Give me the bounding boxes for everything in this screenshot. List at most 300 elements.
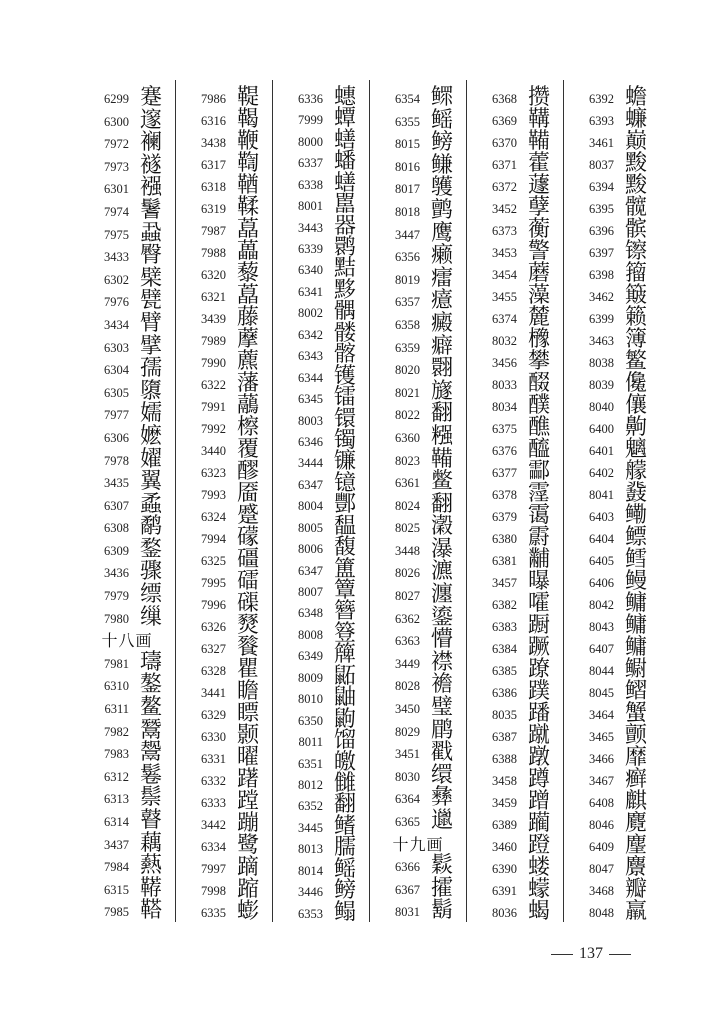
entry-number: 3460 bbox=[492, 840, 517, 854]
entry-number: 8022 bbox=[395, 408, 420, 422]
entry-number: 8048 bbox=[589, 906, 614, 920]
entry-character: 鼬 bbox=[333, 685, 356, 710]
entry-number: 6367 bbox=[395, 883, 420, 897]
entry-character: 蟮 bbox=[333, 128, 356, 153]
entry-character: 儳 bbox=[624, 371, 647, 396]
entry-number: 7984 bbox=[104, 860, 129, 874]
entry-character: 鹛 bbox=[430, 718, 453, 743]
entry-number: 6346 bbox=[298, 435, 323, 449]
entry-number: 3434 bbox=[104, 318, 129, 332]
entry-character: 鳍 bbox=[333, 814, 356, 839]
entry-number: 6398 bbox=[589, 268, 614, 282]
entry-character: 缥 bbox=[139, 582, 162, 607]
entry-number: 8036 bbox=[492, 906, 517, 920]
entry-number: 6318 bbox=[201, 180, 226, 194]
entry-character: 霭 bbox=[527, 503, 550, 528]
entry-character: 鞴 bbox=[527, 129, 550, 154]
entry-number: 6372 bbox=[492, 180, 517, 194]
entry-number: 8030 bbox=[395, 770, 420, 784]
entry-number: 6305 bbox=[104, 386, 129, 400]
entry-number: 3453 bbox=[492, 246, 517, 260]
entry-number: 6329 bbox=[201, 708, 226, 722]
entry-number: 6315 bbox=[104, 883, 129, 897]
entry-character: 蹢 bbox=[236, 855, 259, 880]
entry-character: 鞴 bbox=[430, 447, 453, 472]
entry-character: 黼 bbox=[527, 547, 550, 572]
entry-character: 鹮 bbox=[333, 235, 356, 260]
entry-number: 6393 bbox=[589, 114, 614, 128]
entry-character: 皦 bbox=[333, 750, 356, 775]
entry-number: 6397 bbox=[589, 246, 614, 260]
entry-character: 簠 bbox=[333, 557, 356, 582]
entry-number: 6387 bbox=[492, 730, 517, 744]
entry-number: 6300 bbox=[104, 115, 129, 129]
entry-character: 燹 bbox=[236, 613, 259, 638]
entry-number: 6313 bbox=[104, 792, 129, 806]
entry-character: 蠓 bbox=[527, 877, 550, 902]
entry-character: 藠 bbox=[236, 283, 259, 308]
entry-number: 3433 bbox=[104, 250, 129, 264]
entry-character: 攒 bbox=[527, 85, 550, 110]
stroke-count-heading: 十八画 bbox=[101, 631, 153, 650]
entry-character: 鳖 bbox=[430, 469, 453, 494]
entry-number: 6358 bbox=[395, 318, 420, 332]
entry-character: 鳐 bbox=[430, 108, 453, 133]
entry-number: 6353 bbox=[298, 907, 323, 921]
entry-number: 6330 bbox=[201, 730, 226, 744]
entry-character: 酆 bbox=[333, 492, 356, 517]
entry-number: 6368 bbox=[492, 92, 517, 106]
entry-number: 7996 bbox=[201, 598, 226, 612]
entry-number: 6377 bbox=[492, 466, 517, 480]
entry-number: 3445 bbox=[298, 821, 323, 835]
entry-number: 6323 bbox=[201, 466, 226, 480]
entry-character: 礌 bbox=[236, 569, 259, 594]
entry-number: 6299 bbox=[104, 92, 129, 106]
entry-character: 孽 bbox=[527, 195, 550, 220]
entry-character: 雠 bbox=[333, 771, 356, 796]
entry-number: 8031 bbox=[395, 905, 420, 919]
entry-number: 7998 bbox=[201, 884, 226, 898]
entry-character: 黠 bbox=[333, 256, 356, 281]
entry-character: 藦 bbox=[236, 327, 259, 352]
entry-number: 7991 bbox=[201, 400, 226, 414]
entry-character: 髃 bbox=[333, 299, 356, 324]
entry-character: 器 bbox=[333, 214, 356, 239]
entry-number: 6383 bbox=[492, 620, 517, 634]
entry-number: 8001 bbox=[298, 199, 323, 213]
entry-character: 瞿 bbox=[236, 657, 259, 682]
entry-character: 藟 bbox=[236, 239, 259, 264]
entry-number: 6363 bbox=[395, 634, 420, 648]
entry-character: 鳘 bbox=[624, 349, 647, 374]
entry-character: 蠊 bbox=[624, 107, 647, 132]
entry-character: 黢 bbox=[624, 173, 647, 198]
entry-character: 魑 bbox=[624, 437, 647, 462]
entry-character: 蘧 bbox=[527, 173, 550, 198]
entry-character: 黟 bbox=[333, 278, 356, 303]
entry-character: 鳗 bbox=[624, 569, 647, 594]
entry-number: 8033 bbox=[492, 378, 517, 392]
entry-character: 髌 bbox=[624, 217, 647, 242]
entry-number: 8016 bbox=[395, 160, 420, 174]
entry-number: 8003 bbox=[298, 414, 323, 428]
entry-character: 翻 bbox=[333, 792, 356, 817]
entry-character: 鳙 bbox=[624, 613, 647, 638]
character-column bbox=[467, 84, 563, 924]
entry-number: 6348 bbox=[298, 606, 323, 620]
entry-row bbox=[273, 899, 369, 929]
entry-character: 蟛 bbox=[236, 899, 259, 924]
entry-number: 8035 bbox=[492, 708, 517, 722]
entry-character: 臑 bbox=[333, 835, 356, 860]
entry-number: 7994 bbox=[201, 532, 226, 546]
entry-character: 臀 bbox=[139, 243, 162, 268]
entry-number: 3464 bbox=[589, 708, 614, 722]
entry-number: 6386 bbox=[492, 686, 517, 700]
entry-character: 邋 bbox=[430, 808, 453, 833]
entry-character: 藨 bbox=[236, 349, 259, 374]
entry-character: 蝼 bbox=[527, 855, 550, 880]
entry-number: 8021 bbox=[395, 386, 420, 400]
entry-character: 鳑 bbox=[333, 878, 356, 903]
entry-character: 餮 bbox=[236, 635, 259, 660]
entry-character: 癖 bbox=[430, 334, 453, 359]
entry-number: 8025 bbox=[395, 521, 420, 535]
entry-character: 戳 bbox=[430, 740, 453, 765]
entry-character: 蹼 bbox=[527, 679, 550, 704]
entry-character: 襕 bbox=[139, 130, 162, 155]
entry-character: 鳙 bbox=[624, 635, 647, 660]
entry-character: 曜 bbox=[236, 745, 259, 770]
entry-character: 醪 bbox=[236, 459, 259, 484]
entry-character: 覆 bbox=[236, 437, 259, 462]
entry-character: 蹦 bbox=[236, 811, 259, 836]
entry-number: 6306 bbox=[104, 431, 129, 445]
entry-character: 彝 bbox=[430, 785, 453, 810]
character-column bbox=[564, 84, 660, 924]
entry-character: 翾 bbox=[430, 356, 453, 381]
entry-character: 蹙 bbox=[236, 503, 259, 528]
entry-character: 鳔 bbox=[624, 525, 647, 550]
stroke-count-heading: 十九画 bbox=[392, 835, 444, 854]
entry-number: 6327 bbox=[201, 642, 226, 656]
entry-character: 懵 bbox=[430, 627, 453, 652]
entry-number: 6379 bbox=[492, 510, 517, 524]
entry-number: 8027 bbox=[395, 589, 420, 603]
entry-number: 6328 bbox=[201, 664, 226, 678]
entry-character: 鳐 bbox=[333, 857, 356, 882]
entry-number: 6324 bbox=[201, 510, 226, 524]
entry-number: 3441 bbox=[201, 686, 226, 700]
entry-number: 8002 bbox=[298, 306, 323, 320]
entry-character: 鳒 bbox=[430, 153, 453, 178]
entry-number: 3455 bbox=[492, 290, 517, 304]
entry-character: 蟊 bbox=[139, 492, 162, 517]
entry-number: 6376 bbox=[492, 444, 517, 458]
entry-number: 8018 bbox=[395, 205, 420, 219]
entry-number: 6374 bbox=[492, 312, 517, 326]
entry-number: 6356 bbox=[395, 250, 420, 264]
entry-number: 3456 bbox=[492, 356, 517, 370]
entry-number: 6407 bbox=[589, 642, 614, 656]
entry-number: 8015 bbox=[395, 137, 420, 151]
entry-character: 蟫 bbox=[333, 106, 356, 131]
entry-number: 6390 bbox=[492, 862, 517, 876]
entry-character: 躇 bbox=[236, 767, 259, 792]
entry-number: 8004 bbox=[298, 499, 323, 513]
entry-number: 6389 bbox=[492, 818, 517, 832]
entry-number: 7999 bbox=[298, 113, 323, 127]
entry-number: 7995 bbox=[201, 576, 226, 590]
page-number: 137 bbox=[579, 945, 603, 962]
entry-character: 璧 bbox=[430, 695, 453, 720]
entry-number: 6388 bbox=[492, 752, 517, 766]
entry-character: 鞯 bbox=[139, 876, 162, 901]
entry-row bbox=[564, 898, 660, 928]
entry-character: 嬥 bbox=[139, 447, 162, 472]
entry-number: 6347 bbox=[298, 564, 323, 578]
entry-character: 瀑 bbox=[430, 537, 453, 562]
entry-number: 7986 bbox=[201, 92, 226, 106]
entry-character: 翼 bbox=[139, 469, 162, 494]
entry-number: 8010 bbox=[298, 692, 323, 706]
entry-number: 7980 bbox=[104, 612, 129, 626]
entry-number: 3446 bbox=[298, 885, 323, 899]
entry-character: 瞽 bbox=[139, 808, 162, 833]
entry-number: 3447 bbox=[395, 228, 420, 242]
entry-number: 7983 bbox=[104, 747, 129, 761]
entry-number: 3451 bbox=[395, 747, 420, 761]
entry-character: 蝨 bbox=[139, 221, 162, 246]
entry-character: 檗 bbox=[139, 266, 162, 291]
entry-number: 6320 bbox=[201, 268, 226, 282]
entry-number: 3439 bbox=[201, 312, 226, 326]
entry-character: 礓 bbox=[236, 547, 259, 572]
entry-character: 鹯 bbox=[430, 198, 453, 223]
entry-character: 蹚 bbox=[236, 789, 259, 814]
entry-number: 6344 bbox=[298, 371, 323, 385]
entry-character: 鞳 bbox=[139, 898, 162, 923]
entry-character: 簰 bbox=[333, 642, 356, 667]
entry-character: 鳏 bbox=[430, 85, 453, 110]
entry-character: 鬵 bbox=[139, 718, 162, 743]
entry-number: 6380 bbox=[492, 532, 517, 546]
entry-character: 蹴 bbox=[527, 723, 550, 748]
entry-number: 8011 bbox=[298, 735, 323, 749]
entry-character: 馏 bbox=[333, 728, 356, 753]
entry-character: 蹾 bbox=[527, 745, 550, 770]
entry-number: 6375 bbox=[492, 422, 517, 436]
entry-number: 8000 bbox=[298, 135, 323, 149]
entry-character: 蟹 bbox=[624, 701, 647, 726]
entry-number: 6339 bbox=[298, 242, 323, 256]
entry-character: 璹 bbox=[139, 650, 162, 675]
footer-dash-left bbox=[551, 954, 573, 955]
entry-character: 鬶 bbox=[139, 740, 162, 765]
entry-number: 6331 bbox=[201, 752, 226, 766]
entry-number: 6335 bbox=[201, 906, 226, 920]
entry-character: 蹭 bbox=[527, 789, 550, 814]
entry-number: 8046 bbox=[589, 818, 614, 832]
entry-character: 警 bbox=[527, 239, 550, 264]
entry-character: 鞣 bbox=[236, 195, 259, 220]
entry-row bbox=[176, 898, 272, 928]
entry-character: 鳓 bbox=[624, 503, 647, 528]
entry-number: 6400 bbox=[589, 422, 614, 436]
entry-number: 8044 bbox=[589, 664, 614, 678]
entry-character: 酃 bbox=[527, 459, 550, 484]
entry-character: 曝 bbox=[527, 569, 550, 594]
entry-number: 3449 bbox=[395, 657, 420, 671]
entry-number: 7979 bbox=[104, 589, 129, 603]
entry-number: 8006 bbox=[298, 542, 323, 556]
entry-number: 8009 bbox=[298, 671, 323, 685]
entry-number: 8007 bbox=[298, 585, 323, 599]
entry-number: 8012 bbox=[298, 778, 323, 792]
page-footer bbox=[526, 943, 656, 965]
entry-character: 襟 bbox=[430, 650, 453, 675]
entry-number: 6361 bbox=[395, 476, 420, 490]
entry-number: 6405 bbox=[589, 554, 614, 568]
entry-character: 蹬 bbox=[527, 833, 550, 858]
entry-character: 嚚 bbox=[333, 192, 356, 217]
entry-number: 3457 bbox=[492, 576, 517, 590]
entry-character: 鍪 bbox=[139, 537, 162, 562]
entry-number: 7976 bbox=[104, 295, 129, 309]
entry-number: 6360 bbox=[395, 431, 420, 445]
entry-number: 7981 bbox=[104, 657, 129, 671]
entry-character: 鞨 bbox=[236, 107, 259, 132]
entry-number: 8013 bbox=[298, 842, 323, 856]
entry-number: 8040 bbox=[589, 400, 614, 414]
entry-character: 鞮 bbox=[236, 85, 259, 110]
entry-number: 6382 bbox=[492, 598, 517, 612]
entry-number: 6354 bbox=[395, 92, 420, 106]
entry-character: 靡 bbox=[624, 745, 647, 770]
entry-character: 鹬 bbox=[139, 514, 162, 539]
entry-number: 6392 bbox=[589, 92, 614, 106]
entry-number: 6314 bbox=[104, 815, 129, 829]
entry-number: 6399 bbox=[589, 312, 614, 326]
entry-character: 蟪 bbox=[333, 85, 356, 110]
entry-character: 鏊 bbox=[139, 672, 162, 697]
entry-character: 霪 bbox=[527, 481, 550, 506]
entry-character: 孺 bbox=[139, 356, 162, 381]
entry-number: 6326 bbox=[201, 620, 226, 634]
entry-character: 髂 bbox=[333, 342, 356, 367]
entry-character: 髅 bbox=[333, 321, 356, 346]
entry-number: 3442 bbox=[201, 818, 226, 832]
entry-character: 鬏 bbox=[430, 853, 453, 878]
entry-number: 7972 bbox=[104, 137, 129, 151]
character-column bbox=[273, 84, 369, 924]
entry-character: 臂 bbox=[139, 311, 162, 336]
entry-character: 藿 bbox=[527, 151, 550, 176]
entry-character: 儴 bbox=[624, 393, 647, 418]
entry-number: 6312 bbox=[104, 770, 129, 784]
entry-number: 6409 bbox=[589, 840, 614, 854]
entry-character: 鞧 bbox=[236, 173, 259, 198]
entry-character: 鳎 bbox=[333, 900, 356, 925]
entry-character: 鳌 bbox=[139, 695, 162, 720]
entry-character: 擘 bbox=[139, 334, 162, 359]
entry-number: 6406 bbox=[589, 576, 614, 590]
entry-number: 6343 bbox=[298, 349, 323, 363]
entry-number: 6340 bbox=[298, 263, 323, 277]
entry-number: 6302 bbox=[104, 273, 129, 287]
entry-character: 麖 bbox=[624, 855, 647, 880]
entry-character: 簸 bbox=[624, 283, 647, 308]
entry-character: 藩 bbox=[236, 371, 259, 396]
entry-number: 3448 bbox=[395, 544, 420, 558]
entry-number: 3452 bbox=[492, 202, 517, 216]
entry-character: 瓣 bbox=[624, 877, 647, 902]
entry-character: 蘅 bbox=[527, 217, 550, 242]
entry-character: 翻 bbox=[430, 492, 453, 517]
entry-character: 癣 bbox=[624, 767, 647, 792]
entry-character: 籀 bbox=[624, 261, 647, 286]
entry-number: 8024 bbox=[395, 499, 420, 513]
entry-character: 簪 bbox=[333, 599, 356, 624]
entry-character: 瀍 bbox=[430, 582, 453, 607]
entry-character: 蹽 bbox=[527, 657, 550, 682]
entry-number: 3458 bbox=[492, 774, 517, 788]
entry-number: 3467 bbox=[589, 774, 614, 788]
entry-character: 藻 bbox=[527, 283, 550, 308]
entry-number: 6308 bbox=[104, 521, 129, 535]
entry-character: 醮 bbox=[527, 415, 550, 440]
entry-number: 6385 bbox=[492, 664, 517, 678]
entry-character: 齁 bbox=[624, 415, 647, 440]
entry-number: 7973 bbox=[104, 160, 129, 174]
entry-character: 镭 bbox=[333, 385, 356, 410]
entry-number: 6325 bbox=[201, 554, 226, 568]
entry-character: 蹯 bbox=[527, 701, 550, 726]
entry-number: 8029 bbox=[395, 725, 420, 739]
entry-character: 巅 bbox=[624, 129, 647, 154]
entry-number: 8042 bbox=[589, 598, 614, 612]
entry-number: 6347 bbox=[298, 478, 323, 492]
character-column bbox=[176, 84, 272, 924]
entry-character: 黢 bbox=[624, 151, 647, 176]
entry-character: 鼫 bbox=[333, 664, 356, 689]
entry-number: 6394 bbox=[589, 180, 614, 194]
entry-character: 癗 bbox=[430, 266, 453, 291]
entry-character: 癔 bbox=[430, 288, 453, 313]
entry-number: 6352 bbox=[298, 799, 323, 813]
entry-character: 櫲 bbox=[527, 327, 550, 352]
entry-number: 8041 bbox=[589, 488, 614, 502]
entry-character: 磲 bbox=[236, 591, 259, 616]
entry-character: 鬐 bbox=[139, 198, 162, 223]
entry-character: 鞲 bbox=[527, 107, 550, 132]
entry-character: 醯 bbox=[527, 437, 550, 462]
entry-character: 攀 bbox=[527, 349, 550, 374]
entry-character: 骤 bbox=[139, 559, 162, 584]
entry-character: 虉 bbox=[236, 393, 259, 418]
entry-character: 瀔 bbox=[430, 514, 453, 539]
entry-number: 6391 bbox=[492, 884, 517, 898]
entry-character: 旞 bbox=[430, 379, 453, 404]
entry-character: 蝎 bbox=[527, 899, 550, 924]
entry-number: 7997 bbox=[201, 862, 226, 876]
entry-character: 甓 bbox=[139, 288, 162, 313]
entry-character: 缳 bbox=[430, 763, 453, 788]
footer-dash-right bbox=[609, 954, 631, 955]
entry-number: 7975 bbox=[104, 228, 129, 242]
entry-number: 8026 bbox=[395, 566, 420, 580]
